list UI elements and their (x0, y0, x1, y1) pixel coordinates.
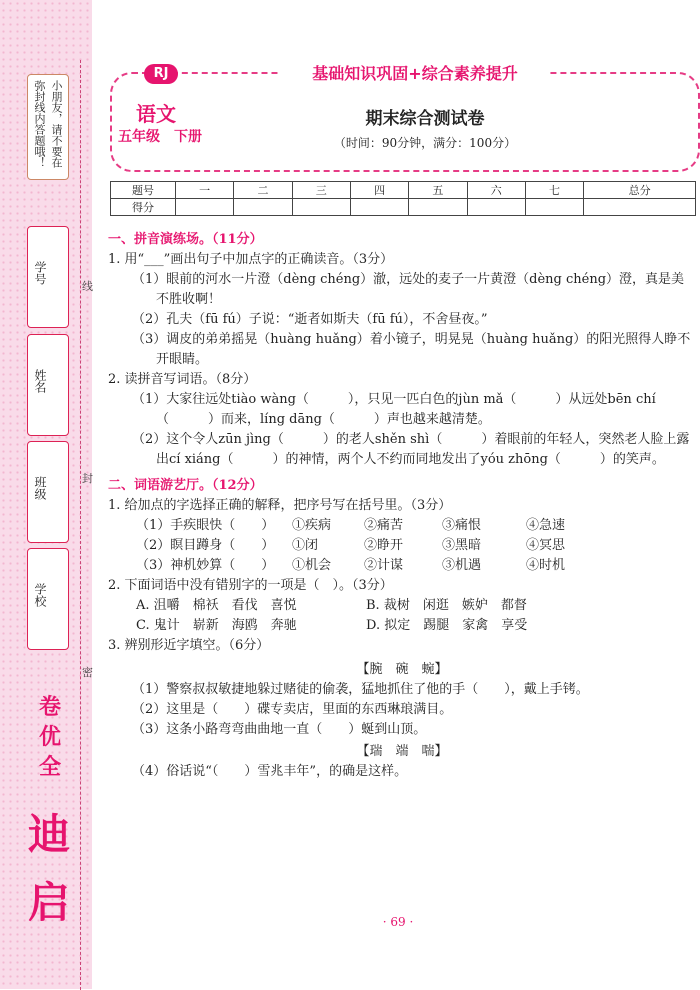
score-table (110, 181, 696, 216)
option-choice: ②睁开 (364, 538, 404, 553)
option-term: （2）瞑目蹲身（ ） (136, 538, 275, 553)
score-cell: 得分 (111, 199, 176, 216)
option-row (108, 516, 696, 536)
score-cell: 七 (525, 182, 583, 199)
score-cell: 一 (176, 182, 234, 199)
grade-label: 五年级 下册 (118, 129, 202, 145)
paper-title: 期末综合测试卷 (365, 109, 485, 129)
name-field[interactable] (27, 334, 69, 436)
question-item: （3）这条小路弯弯曲曲地一直（ ）蜒到山顶。 (132, 722, 427, 737)
option-choice: ②计谋 (364, 558, 404, 573)
option-choice: ③痛恨 (442, 518, 482, 533)
score-input[interactable] (176, 199, 234, 216)
school-label: 学校 (33, 583, 47, 607)
question-item: （1）眼前的河水一片澄（dèng chéng）澈，远处的麦子一片黄澄（dèng chéng）澄，真是美不胜收啊！ (132, 272, 685, 307)
option-choice: ③黑暗 (442, 538, 482, 553)
section-title: 一、拼音演练场。（11分） (108, 232, 263, 247)
cut-char-seal: 封 (82, 472, 93, 485)
exam-page (100, 0, 696, 989)
option-choice: ②痛苦 (364, 518, 404, 533)
class-field[interactable] (27, 441, 69, 543)
score-cell: 总分 (584, 182, 696, 199)
option-term: （1）手疾眼快（ ） (136, 518, 275, 533)
question-stem: 1. 用“___”画出句子中加点字的正确读音。（3分） (108, 252, 394, 267)
option-choice: ①疾病 (292, 518, 332, 533)
student-id-field[interactable] (27, 226, 69, 328)
question-stem: 1. 给加点的字选择正确的解释，把序号写在括号里。（3分） (108, 498, 452, 513)
question-item: （1）警察叔叔敏捷地躲过赌徒的偷袭，猛地抓住了他的手（ ），戴上手铐。 (132, 682, 589, 697)
score-cell: 题号 (111, 182, 176, 199)
notice-box (27, 74, 69, 180)
question-item: （2）孔夫（fū fú）子说：“逝者如斯夫（fū fú），不舍昼夜。” (132, 312, 488, 327)
question-item: （4）俗话说“（ ）雪兆丰年”，的确是这样。 (132, 764, 408, 779)
option-row (108, 556, 696, 576)
option-row (108, 596, 696, 616)
option-choice: C. 鬼计 崭新 海鸥 奔驰 (136, 618, 297, 633)
cut-char-secret: 密 (82, 666, 93, 679)
question-stem: 2. 读拼音写词语。（8分） (108, 372, 257, 387)
char-group: 【腕 碗 蜿】 (356, 662, 448, 677)
cut-char-line: 线 (82, 280, 93, 293)
notice-text: 小朋友，请不要在弥封线内答题哦！ (33, 80, 63, 168)
score-input[interactable] (584, 199, 696, 216)
option-choice: ③机遇 (442, 558, 482, 573)
score-cell: 五 (409, 182, 467, 199)
question-stem: 3. 辨别形近字填空。（6分） (108, 638, 270, 653)
question-item: （3）调皮的弟弟摇晃（huàng huǎng）着小镜子，明晃晃（huàng huǎng）的阳光照得人睁不开眼睛。 (132, 332, 691, 367)
option-choice: ①闭 (292, 538, 319, 553)
score-input[interactable] (350, 199, 408, 216)
option-term: （3）神机妙算（ ） (136, 558, 275, 573)
score-input[interactable] (292, 199, 350, 216)
option-choice: ④急速 (526, 518, 566, 533)
score-cell: 四 (350, 182, 408, 199)
class-label: 班级 (33, 476, 47, 500)
option-choice: ①机会 (292, 558, 332, 573)
option-choice: D. 拟定 踢腿 家禽 享受 (366, 618, 528, 633)
question-item: （1）大家往远处tiào wàng（ ），只见一匹白色的jùn mǎ（ ）从远处bēn chí（ ）而来，líng dāng（ ）声也越来越清楚。 (132, 392, 656, 427)
name-label: 姓名 (33, 369, 47, 393)
score-cell: 六 (467, 182, 525, 199)
brand-char: 迪 (27, 810, 70, 859)
score-cell: 三 (292, 182, 350, 199)
question-item: （2）这个令人zūn jìng（ ）的老人shěn shì（ ）着眼前的年轻人，突然老人脸上露出cí xiáng（ ）的神情，两个人不约而同地发出了yóu zhōng（ ）的笑声。 (132, 432, 690, 467)
subject-title: 语文 (136, 102, 176, 126)
brand-char: 优 (38, 725, 61, 750)
brand-char: 全 (38, 755, 61, 780)
score-input[interactable] (409, 199, 467, 216)
question-item: （2）这里是（ ）碟专卖店，里面的东西琳琅满目。 (132, 702, 453, 717)
score-input[interactable] (467, 199, 525, 216)
option-choice: A. 沮嚼 棉袄 看伐 喜悦 (136, 598, 297, 613)
paper-meta: （时间：90分钟，满分：100分） (333, 136, 517, 150)
option-row (108, 616, 696, 636)
section-title: 二、词语游艺厅。（12分） (108, 478, 263, 493)
score-header-row (111, 182, 696, 199)
brand-logo (26, 690, 72, 970)
series-title: 基础知识巩固+综合素养提升 (280, 61, 550, 84)
option-choice: B. 裁树 闲逛 嫉妒 都督 (366, 598, 527, 613)
brand-char: 启 (27, 878, 70, 927)
edition-badge: RJ (144, 64, 178, 84)
score-input[interactable] (525, 199, 583, 216)
cut-line (80, 60, 81, 990)
question-content (108, 230, 696, 782)
score-input[interactable] (234, 199, 292, 216)
char-group: 【瑞 端 喘】 (356, 744, 448, 759)
page-number: · 69 · (382, 915, 414, 929)
school-field[interactable] (27, 548, 69, 650)
student-id-label: 学号 (33, 261, 47, 285)
score-cell: 二 (234, 182, 292, 199)
option-choice: ④冥思 (526, 538, 566, 553)
option-choice: ④时机 (526, 558, 566, 573)
question-stem: 2. 下面词语中没有错别字的一项是（ ）。（3分） (108, 578, 393, 593)
option-row (108, 536, 696, 556)
score-value-row (111, 199, 696, 216)
binding-sidebar (0, 0, 92, 989)
brand-char: 卷 (38, 695, 61, 720)
